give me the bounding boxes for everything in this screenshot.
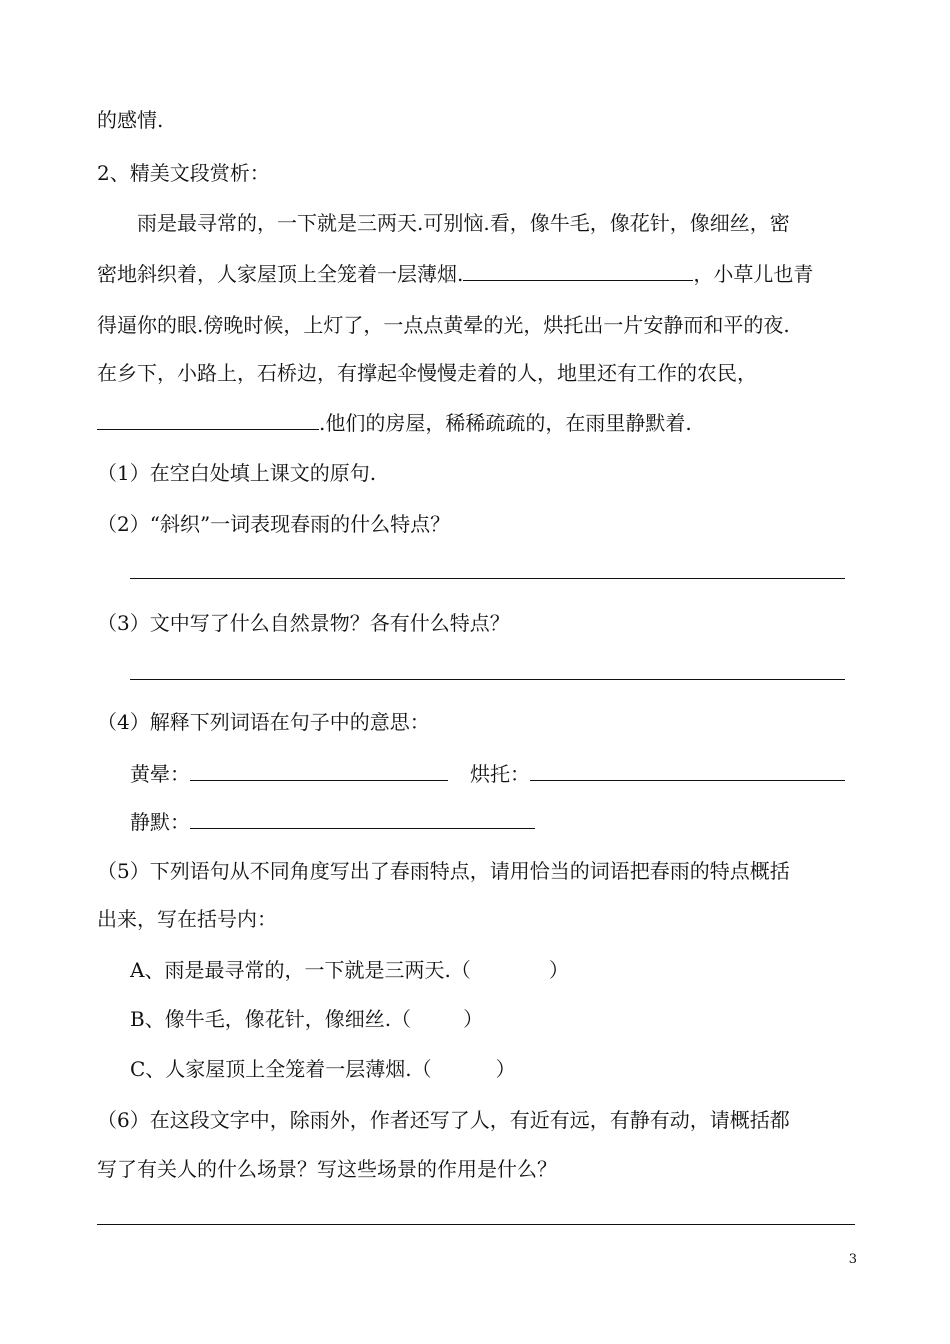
answer-line[interactable] xyxy=(130,679,845,680)
section-heading: 2、精美文段赏析： xyxy=(97,161,270,185)
term-row xyxy=(130,808,535,836)
paren-close: ） xyxy=(548,958,569,982)
question-3: （3）文中写了什么自然景物？各有什么特点？ xyxy=(97,611,510,635)
option-b xyxy=(130,1005,483,1033)
term-label: 烘托： xyxy=(470,762,530,786)
fill-blank[interactable] xyxy=(530,760,845,781)
option-text: B、像牛毛，像花针，像细丝.（ xyxy=(130,1007,412,1031)
passage-line: 雨是最寻常的，一下就是三两天.可别恼.看，像牛毛，像花针，像细丝，密 xyxy=(137,211,790,235)
page-number: 3 xyxy=(848,1252,857,1267)
fill-blank[interactable] xyxy=(463,260,693,281)
option-text: A、雨是最寻常的，一下就是三两天.（ xyxy=(130,958,471,982)
question-5: （5）下列语句从不同角度写出了春雨特点，请用恰当的词语把春雨的特点概括 xyxy=(97,859,790,883)
fill-blank[interactable] xyxy=(190,760,448,781)
passage-line: 在乡下，小路上，石桥边，有撑起伞慢慢走着的人，地里还有工作的农民， xyxy=(97,361,757,385)
paren-close: ） xyxy=(463,1007,484,1031)
option-text: C、人家屋顶上全笼着一层薄烟.（ xyxy=(130,1057,432,1081)
question-4: （4）解释下列词语在句子中的意思： xyxy=(97,710,430,734)
passage-text: 密地斜织着，人家屋顶上全笼着一层薄烟. xyxy=(97,262,464,286)
paren-close: ） xyxy=(495,1057,516,1081)
answer-line[interactable] xyxy=(130,578,845,579)
question-1: （1）在空白处填上课文的原句. xyxy=(97,461,377,485)
passage-line: 得逼你的眼.傍晚时候，上灯了，一点点黄晕的光，烘托出一片安静而和平的夜. xyxy=(97,313,790,337)
passage-text: .他们的房屋，稀稀疏疏的，在雨里静默着. xyxy=(319,411,692,435)
term-label: 黄晕： xyxy=(130,762,190,786)
answer-line[interactable] xyxy=(97,1224,855,1225)
passage-line xyxy=(97,409,692,437)
question-6: （6）在这段文字中，除雨外，作者还写了人，有近有远，有静有动，请概括都 xyxy=(97,1108,790,1132)
question-6-cont: 写了有关人的什么场景？写这些场景的作用是什么？ xyxy=(97,1157,557,1181)
term-label: 静默： xyxy=(130,810,190,834)
question-2: （2）“斜织”一词表现春雨的什么特点？ xyxy=(97,512,451,536)
option-a xyxy=(130,956,569,984)
question-5-cont: 出来，写在括号内： xyxy=(97,907,277,931)
term-row xyxy=(130,760,845,788)
passage-text: ，小草儿也青 xyxy=(693,262,814,286)
option-c xyxy=(130,1055,516,1083)
fill-blank[interactable] xyxy=(190,808,535,829)
fill-blank[interactable] xyxy=(97,409,319,430)
passage-line xyxy=(97,260,813,288)
text-line: 的感情. xyxy=(97,108,164,132)
